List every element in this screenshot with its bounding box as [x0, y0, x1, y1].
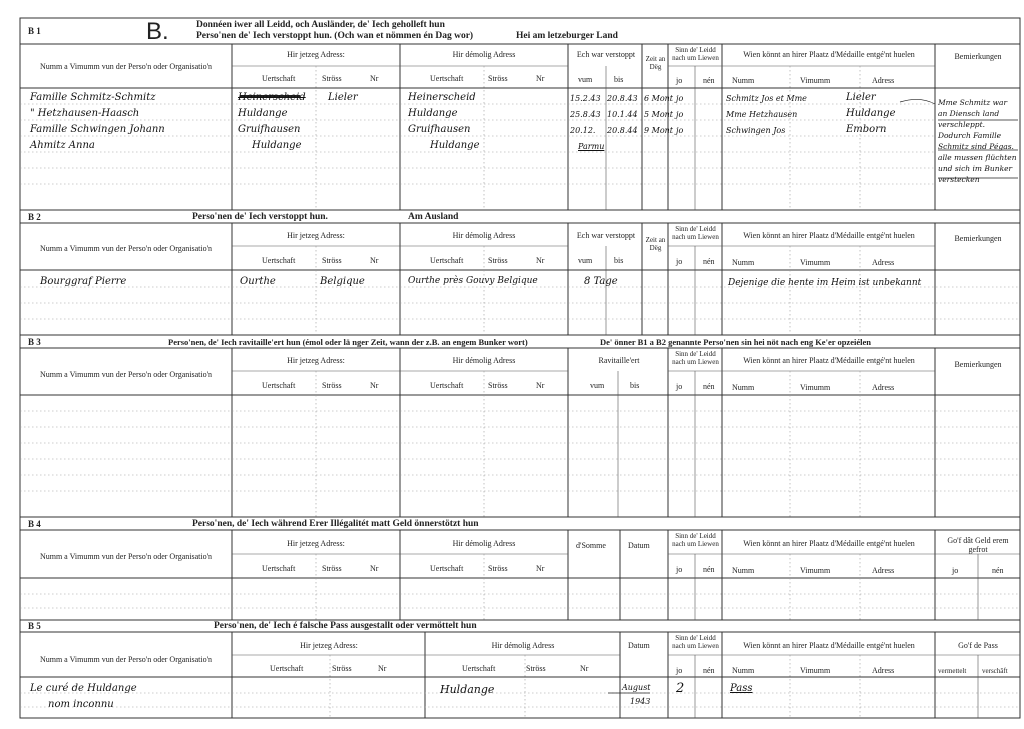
b4-col-geld-jo: jo: [952, 566, 959, 575]
b4-col-adress: Adress: [872, 566, 895, 575]
b1-row2-vum: 25.8.43: [570, 110, 601, 119]
b2-col-former-address: Hir démolig Adress: [452, 231, 516, 240]
b4-col-former-address: Hir démolig Adress: [452, 539, 516, 548]
b1-row3-former: Gruifhausen: [408, 124, 471, 135]
b2-col-bis: bis: [614, 256, 624, 265]
b1-remark: Mme Schmitz war an Diensch land verschleppt. Dodurch Famille Schmitz sind Pégas. alle mussen flüchten und sich im Bunker verstecken: [938, 98, 1017, 184]
b3-title: Perso'nen, de' Iech ravitaille'ert hun (émol oder lä nger Zeit, wann der z.B. an engem Bunker wort): [168, 337, 528, 347]
col-former-address: Hir démolig Adress: [452, 50, 516, 59]
col-vum: vum: [578, 75, 593, 84]
b5-col-adress: Adress: [872, 666, 895, 675]
b5-col-nen: nén: [703, 666, 715, 675]
col-zeit: Zeit an Dëg: [645, 55, 666, 71]
b2-col-remarks: Bemierkungen: [954, 234, 1002, 243]
b2-col-hidden: Ech war verstoppt: [576, 231, 636, 240]
b5-col-uertschaft: Uertschaft: [270, 664, 304, 673]
b1-row1-name: Famille Schmitz-Schmitz: [30, 92, 156, 103]
b5-row-datum: August: [622, 683, 651, 692]
b2-col-current-address: Hir jetzeg Adress:: [287, 231, 345, 240]
b1-row3-addr: Gruifhausen: [238, 124, 301, 135]
col-adress: Adress: [872, 76, 895, 85]
b1-row3-bis: 20.8.44: [607, 126, 638, 135]
b2-col-vum: vum: [578, 256, 593, 265]
b5-col-uertschaft-2: Uertschaft: [462, 664, 496, 673]
b1-row2-bis: 10.1.44: [607, 110, 638, 119]
b4-col-uertschaft-2: Uertschaft: [430, 564, 464, 573]
b2-row-addr-b: Belgique: [320, 276, 365, 287]
b1-row2-jo: jo: [676, 110, 684, 119]
b5-col-name: Numm a Vimumm vun der Perso'n oder Organisatio'n: [39, 655, 213, 664]
col-stross-2: Ströss: [488, 74, 508, 83]
b1-row1-medal-addr: Lieler: [846, 92, 876, 103]
b2-col-nen: nén: [703, 257, 715, 266]
b5-row-zeit: 2: [676, 681, 685, 696]
b3-col-stross-2: Ströss: [488, 381, 508, 390]
b1-row1-medal-name: Schmitz Jos et Mme: [726, 94, 807, 103]
b3-col-name: Numm a Vimumm vun der Perso'n oder Organisatio'n: [39, 370, 213, 379]
b4-col-nr: Nr: [370, 564, 379, 573]
b3-col-remarks: Bemierkungen: [954, 360, 1002, 369]
b1-row3-medal-addr: Emborn: [846, 124, 887, 135]
b3-col-bis: bis: [630, 381, 640, 390]
b1-row2-former: Huldange: [408, 108, 458, 119]
b4-col-suffer: Sinn de' Leidd nach um Liewen: [672, 532, 719, 548]
b1-row3-jo: jo: [676, 126, 684, 135]
b1-row1-former: Heinerscheid: [408, 92, 476, 103]
b5-col-stross-2: Ströss: [526, 664, 546, 673]
b2-col-nr: Nr: [370, 256, 379, 265]
b3-code: B 3: [28, 337, 41, 347]
b3-col-ravitailleiert: Ravitaille'ert: [598, 356, 640, 365]
b1-row2-medal-addr: Huldange: [846, 108, 896, 119]
b3-col-jo: jo: [676, 382, 683, 391]
b3-col-nr: Nr: [370, 381, 379, 390]
b4-col-stross-2: Ströss: [488, 564, 508, 573]
b5-col-datum: Datum: [628, 641, 650, 650]
col-name: Numm a Vimumm vun der Perso'n oder Organisatio'n: [39, 62, 213, 71]
b1-row4-name: Ahmitz Anna: [30, 140, 95, 151]
b3-title-note: De' önner B1 a B2 genannte Perso'nen sin hei nöt nach eng Ke'er opzeiélen: [600, 337, 871, 347]
b1-row1-vum: 15.2.43: [570, 94, 601, 103]
form-subtitle: [196, 31, 473, 41]
b3-col-former-address: Hir démolig Adress: [452, 356, 516, 365]
form-letter: B.: [146, 18, 169, 45]
b2-row-addr: Ourthe: [240, 276, 276, 287]
b4-col-current-address: Hir jetzeg Adress:: [287, 539, 345, 548]
b1-row3-medal-name: Schwingen Jos: [726, 126, 786, 135]
b5-row-former: Huldange: [440, 683, 495, 696]
b2-row-name: Bourggraf Pierre: [40, 276, 127, 287]
b3-col-uertschaft: Uertschaft: [262, 381, 296, 390]
b1-row2-name: " Hetzhausen-Haasch: [30, 108, 140, 119]
b4-col-jo: jo: [676, 565, 683, 574]
b4-col-medal: Wien könnt an hirer Plaatz d'Médaille entgé'nt huelen: [743, 539, 915, 548]
b1-row3-zeit: 9 Mont: [644, 126, 674, 135]
b5-col-numm: Numm: [732, 666, 755, 675]
b1-row2-addr: Huldange: [238, 108, 288, 119]
b4-col-uertschaft: Uertschaft: [262, 564, 296, 573]
b4-col-geld: Go'f dât Geld erem gefrot: [947, 536, 1009, 554]
b3-col-vinumm: Vimumm: [800, 383, 831, 392]
b4-col-somme: d'Somme: [576, 541, 606, 550]
b3-col-vum: vum: [590, 381, 605, 390]
b5-title: Perso'nen, de' Iech é falsche Pass ausgestallt oder vermöttelt hun: [214, 621, 477, 631]
b2-col-zeit: Zeit an Dëg: [645, 236, 666, 252]
col-uertschaft: Uertschaft: [262, 74, 296, 83]
b2-col-jo: jo: [676, 257, 683, 266]
b2-title-location: Am Ausland: [408, 212, 459, 222]
b5-col-former-address: Hir démolig Adress: [491, 641, 555, 650]
b2-col-uertschaft-2: Uertschaft: [430, 256, 464, 265]
b4-col-nr-2: Nr: [536, 564, 545, 573]
b5-col-jo: jo: [676, 666, 683, 675]
b2-col-numm: Numm: [732, 258, 755, 267]
col-nr: Nr: [370, 74, 379, 83]
form-subtitle-main: Perso'nen de' Iech verstoppt hun. (Och wan et nömmen én Dag wor): [196, 31, 474, 41]
b1-row4-vum: Parmu: [578, 142, 605, 151]
b5-code: B 5: [28, 621, 41, 631]
b3-col-nen: nén: [703, 382, 715, 391]
col-numm: Numm: [732, 76, 755, 85]
col-medal: Wien könnt an hirer Plaatz d'Médaille entgé'nt huelen: [743, 50, 915, 59]
b5-row-name-2: nom inconnu: [48, 699, 114, 710]
b5-col-vinumm: Vimumm: [800, 666, 831, 675]
b1-row1-bis: 20.8.43: [607, 94, 638, 103]
col-nr-2: Nr: [536, 74, 545, 83]
b2-col-suffer: Sinn de' Leidd nach um Liewen: [672, 225, 719, 241]
b2-col-uertschaft: Uertschaft: [262, 256, 296, 265]
b2-col-medal: Wien könnt an hirer Plaatz d'Médaille entgé'nt huelen: [743, 231, 915, 240]
b3-col-uertschaft-2: Uertschaft: [430, 381, 464, 390]
col-vinumm: Vimumm: [800, 76, 831, 85]
b5-col-current-address: Hir jetzeg Adress:: [300, 641, 358, 650]
b2-col-stross-2: Ströss: [488, 256, 508, 265]
b5-col-vermettelt: vermettelt: [938, 667, 967, 675]
col-current-address: Hir jetzeg Adress:: [287, 50, 345, 59]
b5-col-suffer: Sinn de' Leidd nach um Liewen: [672, 634, 719, 650]
b2-col-adress: Adress: [872, 258, 895, 267]
b5-row-name: Le curé de Huldange: [30, 683, 137, 694]
b2-row-former: Ourthe près Gouvy Belgique: [408, 276, 538, 286]
b4-code: B 4: [28, 519, 41, 529]
b3-col-adress: Adress: [872, 383, 895, 392]
b1-code: B 1: [28, 26, 41, 36]
b2-row-medal: Dejenige die hente im Heim ist unbekannt: [728, 278, 922, 288]
b4-title: Perso'nen, de' Iech während Erer Illégalitét matt Geld önnerstötzt hun: [192, 519, 479, 529]
b3-col-numm: Numm: [732, 383, 755, 392]
b1-row1-addr: Heinerscheid: [238, 92, 306, 103]
b2-col-name: Numm a Vimumm vun der Perso'n oder Organisatio'n: [39, 244, 213, 253]
b3-col-nr-2: Nr: [536, 381, 545, 390]
b2-col-stross: Ströss: [322, 256, 342, 265]
form-subtitle-location: Hei am letzeburger Land: [516, 31, 618, 41]
b5-row-datum-year: 1943: [630, 697, 651, 706]
col-uertschaft-2: Uertschaft: [430, 74, 464, 83]
b2-code: B 2: [28, 212, 41, 222]
b4-col-nen: nén: [703, 565, 715, 574]
b4-col-geld-nen: nén: [992, 566, 1004, 575]
b1-row1-jo: jo: [676, 94, 684, 103]
b4-col-datum: Datum: [628, 541, 650, 550]
b3-col-suffer: Sinn de' Leidd nach um Liewen: [672, 350, 719, 366]
col-suffer: Sinn de' Leidd nach um Liewen: [672, 46, 719, 62]
b1-row4-former: Huldange: [430, 140, 480, 151]
b5-col-stross: Ströss: [332, 664, 352, 673]
col-bis: bis: [614, 75, 624, 84]
b2-row-vum: 8 Tage: [584, 276, 618, 287]
b5-col-pass: Go'f de Pass: [958, 641, 998, 650]
b1-row4-addr: Huldange: [252, 140, 302, 151]
b5-col-verschaft: verschâft: [982, 667, 1008, 675]
col-nen: nén: [703, 76, 715, 85]
col-stross: Ströss: [322, 74, 342, 83]
col-hidden: Ech war verstoppt: [576, 50, 636, 59]
b1-row1-zeit: 6 Mont: [644, 94, 674, 103]
b3-col-stross: Ströss: [322, 381, 342, 390]
b1-row3-name: Famille Schwingen Johann: [30, 124, 165, 135]
b2-col-nr-2: Nr: [536, 256, 545, 265]
b1-row3-vum: 20.12.: [570, 126, 596, 135]
b5-col-medal: Wien könnt an hirer Plaatz d'Médaille entgé'nt huelen: [743, 641, 915, 650]
b3-col-current-address: Hir jetzeg Adress:: [287, 356, 345, 365]
col-jo: jo: [676, 76, 683, 85]
b4-col-vinumm: Vimumm: [800, 566, 831, 575]
b1-row2-medal-name: Mme Hetzhausen: [726, 110, 798, 119]
b1-row2-zeit: 5 Mont: [644, 110, 674, 119]
b2-col-vinumm: Vimumm: [800, 258, 831, 267]
b4-col-name: Numm a Vimumm vun der Perso'n oder Organisatio'n: [39, 552, 213, 561]
b5-col-nr-2: Nr: [580, 664, 589, 673]
b2-title: Perso'nen de' Iech verstoppt hun.: [192, 212, 328, 222]
b4-col-numm: Numm: [732, 566, 755, 575]
b3-col-medal: Wien könnt an hirer Plaatz d'Médaille entgé'nt huelen: [743, 356, 915, 365]
b5-row-medal: Pass: [730, 683, 753, 694]
b5-col-nr: Nr: [378, 664, 387, 673]
form-title: Donnéen iwer all Leidd, och Ausländer, de' Iech geholleft hun: [196, 20, 445, 30]
b1-row1-addr-b: Lieler: [328, 92, 358, 103]
col-remarks: Bemierkungen: [954, 52, 1002, 61]
b4-col-stross: Ströss: [322, 564, 342, 573]
